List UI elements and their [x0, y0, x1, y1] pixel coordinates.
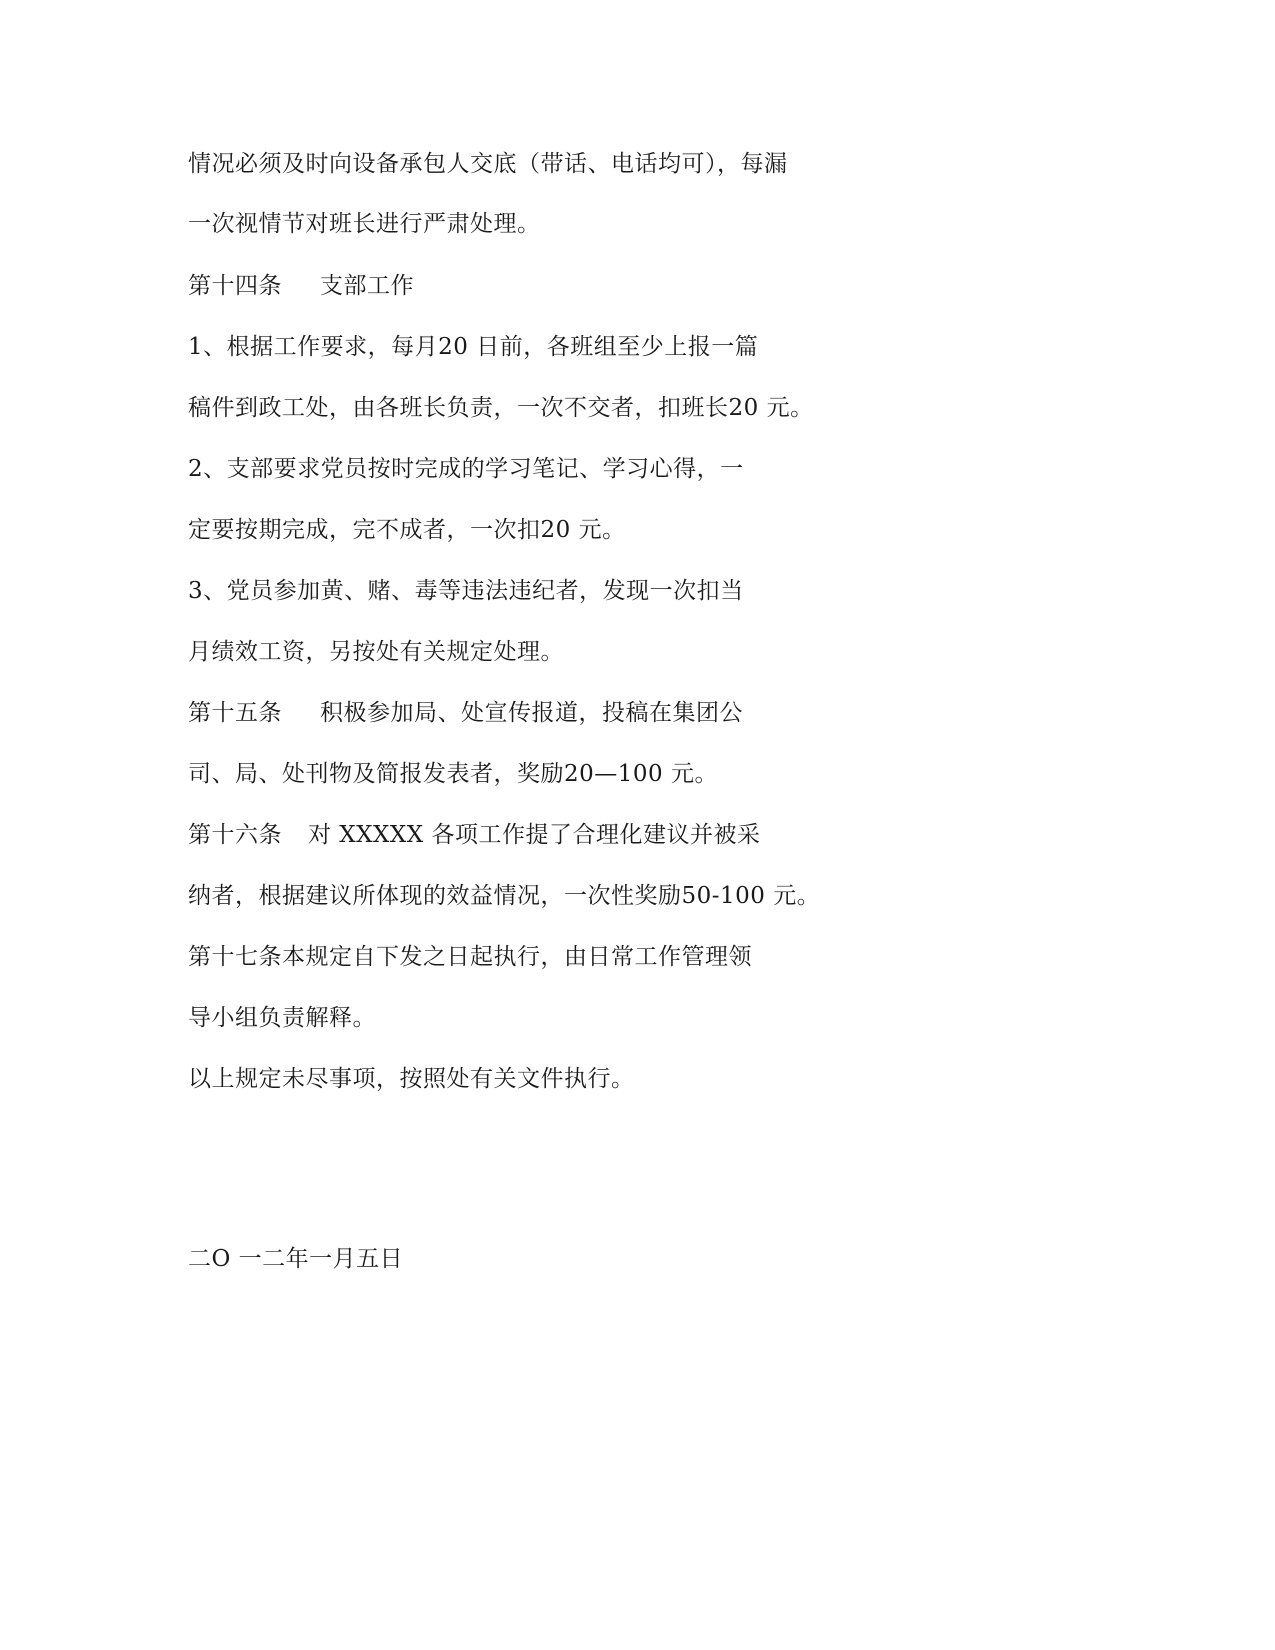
- article-15-line: [188, 697, 743, 729]
- body-line: 3、党员参加黄、赌、毒等违法违纪者，发现一次扣当: [188, 578, 744, 604]
- article-text: 积极参加局、处宣传报道，投稿在集团公: [320, 700, 743, 726]
- body-line: 稿件到政工处，由各班长负责，一次不交者，扣班长20 元。: [188, 395, 814, 421]
- body-line: 月绩效工资，另按处有关规定处理。: [188, 639, 564, 665]
- body-line: 情况必须及时向设备承包人交底（带话、电话均可），每漏: [188, 151, 788, 177]
- article-number: 第十六条: [188, 822, 282, 848]
- article-number: 第十四条: [188, 273, 282, 299]
- document-date: 二O 一二年一月五日: [188, 1246, 404, 1272]
- article-14-heading: [188, 270, 414, 302]
- article-title: 支部工作: [320, 273, 414, 299]
- body-line: 2、支部要求党员按时完成的学习笔记、学习心得，一: [188, 456, 744, 482]
- body-line: 以上规定未尽事项，按照处有关文件执行。: [188, 1066, 635, 1092]
- body-line: 司、局、处刊物及简报发表者，奖励20—100 元。: [188, 761, 718, 787]
- article-text: 对 XXXXX 各项工作提了合理化建议并被采: [308, 822, 761, 848]
- body-line: 导小组负责解释。: [188, 1005, 376, 1031]
- body-line: 一次视情节对班长进行严肃处理。: [188, 211, 541, 237]
- body-line: 1、根据工作要求，每月20 日前，各班组至少上报一篇: [188, 334, 759, 360]
- article-number: 第十五条: [188, 700, 282, 726]
- body-line: 定要按期完成，完不成者，一次扣20 元。: [188, 517, 626, 543]
- body-line: 第十七条本规定自下发之日起执行，由日常工作管理领: [188, 944, 752, 970]
- body-line: 纳者，根据建议所体现的效益情况，一次性奖励50-100 元。: [188, 883, 821, 909]
- article-16-line: [188, 819, 761, 851]
